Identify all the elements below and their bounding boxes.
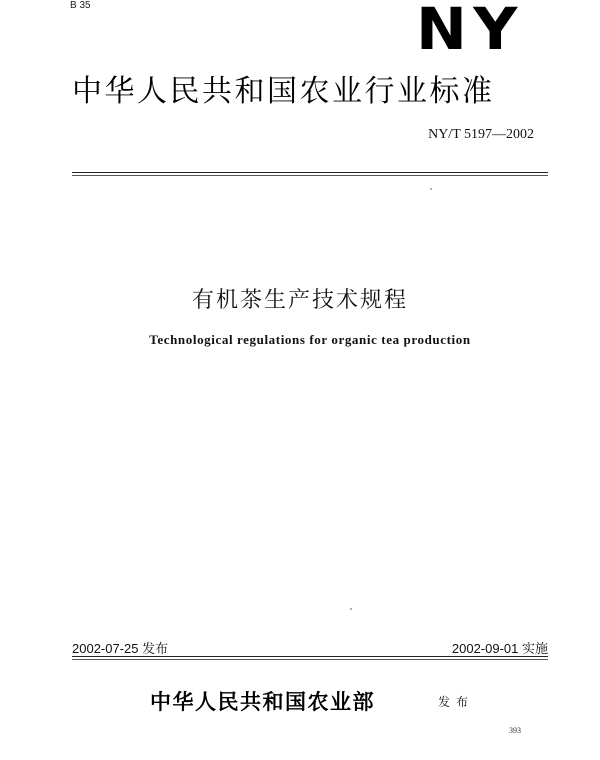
- top-divider-secondary: [72, 175, 548, 176]
- top-divider: [72, 172, 548, 173]
- page-number: 393: [509, 726, 521, 735]
- scan-speck: [350, 608, 352, 610]
- standard-title: 中华人民共和国农业行业标准: [72, 74, 495, 109]
- bottom-divider: [72, 656, 548, 657]
- implementation-date: 2002-09-01 实施: [451, 641, 548, 656]
- issue-date: 2002-07-25 发布: [72, 641, 169, 656]
- classification-code: B 35: [70, 0, 91, 11]
- ny-logo: NY: [416, 0, 524, 63]
- standard-code: NY/T 5197—2002: [428, 127, 534, 142]
- document-title: 有机茶生产技术规程: [191, 288, 408, 313]
- issuer-suffix: 发布: [438, 695, 475, 709]
- bottom-divider-secondary: [72, 659, 548, 660]
- document-title-english: Technological regulations for organic tea production: [149, 332, 471, 347]
- scan-speck: [430, 188, 432, 190]
- issuing-authority: 中华人民共和国农业部: [150, 689, 375, 714]
